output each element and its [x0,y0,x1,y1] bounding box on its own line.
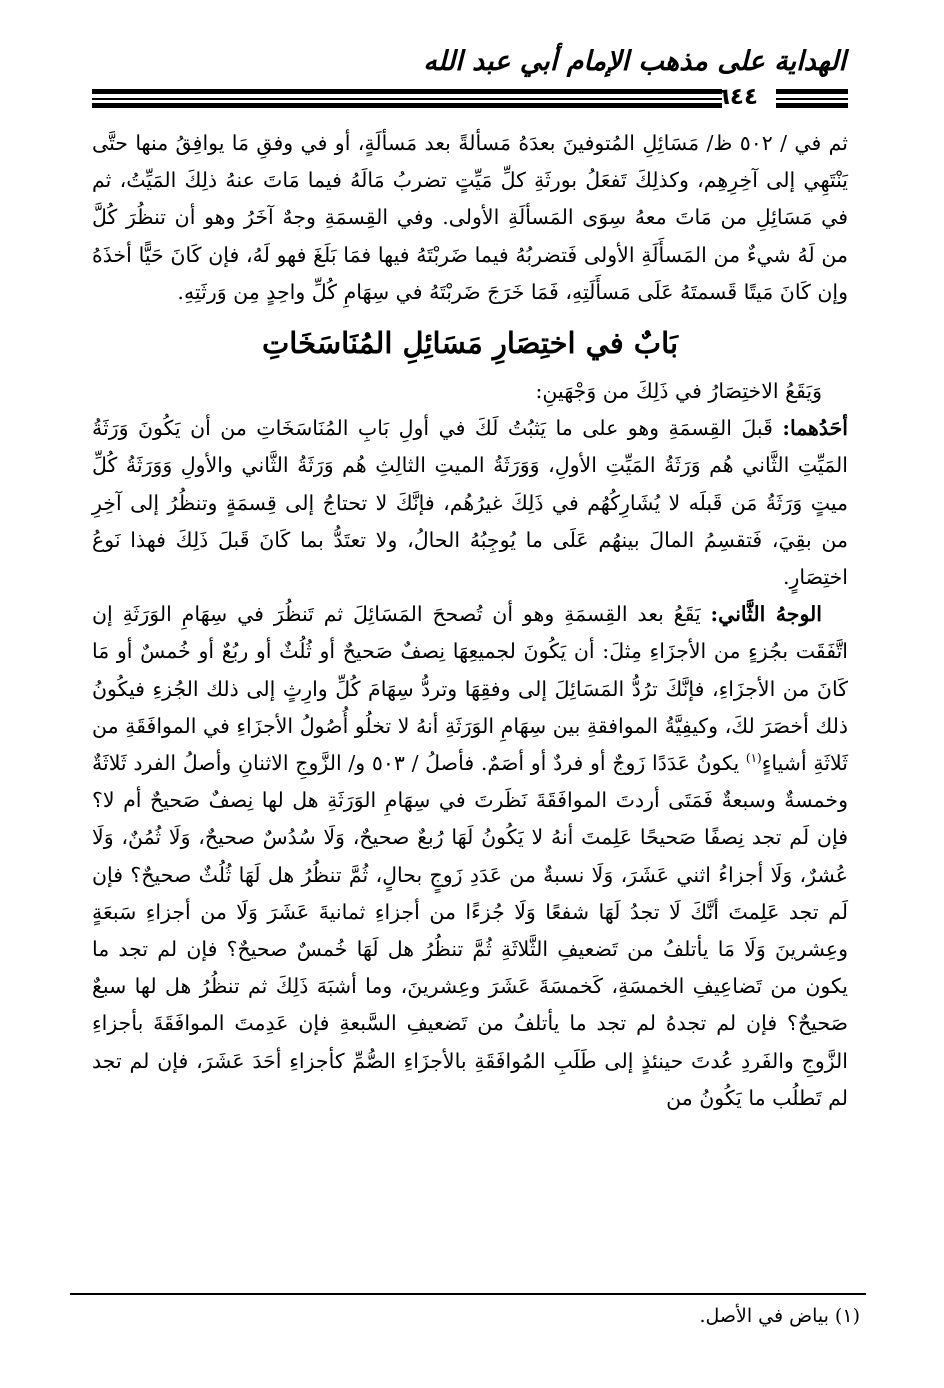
header-rule-thick [776,89,848,94]
header-rule-thin [92,98,722,100]
paragraph-first-aspect [92,410,848,596]
footnote-divider [70,1293,866,1295]
header-rule-thick [776,103,848,108]
first-aspect-lead: أحَدُهما: [782,416,848,441]
paragraph: ثم في / ٥٠٢ ظ/ مَسَائِلِ المُتوفينَ بعدَهُ مَسألةً بعد مَسألَةٍ، أو في وفقِ مَا يوافِقُ منها حتَّى يَنْتَهِي إلى آخِرِهِم، وكذلِكَ تَفعَلُ بورثَةِ كلِّ مَيِّتٍ تضربُ مَالَهُ فيما مَاتَ عنهُ ذلِكَ المَيِّتُ، ثم في مَسَائِلِ من مَاتَ معهُ سِوَى المَسألَةِ الأولى. وفي القِسمَةِ وجهٌ آخَرُ وهو أن تنظُرَ كُلَّ من لَهُ شيءٌ من المَسأَلَةِ الأولى فَتضربُهُ فيما ضَربْتَهُ فيها فمَا بَلَغَ فهو لَهُ، فإن كَانَ حَيًّا أخذَهُ وإن كَانَ مَيتًا قَسمتَهُ عَلَى مَسأَلَتِهِ، فَمَا خَرَجَ ضَربْتَهُ في سِهَامِ كُلِّ واحِدٍ مِن وَرثَتِهِ. [92,131,848,304]
footnote-reference[interactable]: (١) [745,751,762,766]
main-text [92,125,848,1117]
second-aspect-text-b: يكونُ عَدَدًا زَوجٌ أو فردٌ أو أصَمٌ. فأصلُ / ٥٠٣ و/ الزَّوجِ الاثنانِ وأصلُ الفرد ثَلاثَةٌ وخمسةٌ وسبعةٌ فَمَتَى أردتَ الموافَقَةَ نَظَرتَ في سِهَامِ الوَرَثَةِ هل لها نِصفٌ صَحيحٌ أم لا؟ فإن لَم تجد نِصفًا صَحيحًا عَلِمتَ أنهُ لا يَكُونُ لَهَا رُبعٌ صحيحٌ، وَلَا سُدُسٌ صحيحٌ، وَلَا ثُمُنٌ، وَلَا عُشرٌ، وَلَا أجزاءُ اثني عَشَرَ، وَلَا نسبةٌ من عَدَدِ زَوجٍ بحالٍ، ثُمَّ تنظُرُ هل لَهَا ثُلُثٌ صحيحٌ؟ فإن لَم تجد عَلِمتَ أنَّكَ لَا تجدُ لَهَا شفعًا وَلَا جُزءًا من أجزاءِ ثمانيةَ عَشَرَ وَلَا من أجزاءِ سَبعَةٍ وعِشرينَ وَلَا مَا يأتلفُ من تَضعيفِ الثَّلاثَةِ ثُمَّ تنظُرُ هل لَهَا خُمسٌ صحيحٌ؟ فإن لم تجد ما يكون من تَضاعِيفِ الخمسَةِ، كَخمسَةَ عَشَرَ وعِشرينَ، وما أشبَهَ ذَلِكَ ثم تنظُرُ هل لها سبعٌ صَحيحٌ؟ فإن لم تجدهُ لم تجد ما يأتلفُ من تَضعيفِ السَّبعةِ فإن عَدِمتَ الموافَقَةَ بأجزاءِ الزَّوجِ والفَردِ عُدتَ حينئذٍ إلى طَلَبِ المُوافَقَةِ بالأجزَاءِ الصُّمِّ كأجزاءِ أحَدَ عَشَرَ، فإن لم تجد لم تَطلُب ما يَكُونُ من [92,751,848,1110]
paragraph-second-aspect [92,596,848,1117]
header-rule-thick [92,89,722,94]
header-rule-thin [776,98,848,100]
second-aspect-text-a: يَقَعُ بعد القِسمَةِ وهو أن تُصححَ المَسَائِلَ ثم تَنظُرَ في سِهَامِ الوَرَثَةِ إن اتَّفَقَت بجُزءٍ من الأجزَاءِ مِثلَ: أن يَكُونَ لجميعِهَا نِصفٌ صَحيحٌ أو ثُلُثٌ أو ربُعٌ أو خُمسٌ أو مَا كَانَ من الأجزَاءِ، فإنَّكَ ترُدُّ المَسَائِلَ إلى وفقِهَا وتردُّ سِهَامَ كُلِّ وارِثٍ إلى ذلك الجُزءِ فيكُونُ ذلك أخصَرَ لكَ، وكيفِيَّةُ الموافقةِ بين سِهَامِ الوَرَثَةِ أنهُ لا تخلُو أُصُولُ الأجزَاءِ في الموافَقَةِ من ثَلاثَةِ أشياءٍ [92,602,848,776]
first-aspect-text: قَبلَ القِسمَةِ وهو على ما يَثبُتُ لَكَ في أولِ بَابِ المُنَاسَخَاتِ من أن يَكُونَ وَرَثَةُ المَيِّتِ الثَّاني هُم وَرَثَةُ المَيِّتِ الأولِ، وَوَرَثَةُ الميتِ الثالِثِ هُم وَرَثَةُ الثَّاني والأولِ وَوَرَثَةُ كُلِّ ميتٍ وَرَثَةُ مَن قَبلَه لا يُشَارِكُهُم في ذَلِكَ غيرُهُم، فإنَّكَ لا تحتاجُ إلى قِسمَةٍ وتنظُرُ إلى آخِرِ من بقِيَ، فَتقسِمُ المالَ بينهُم عَلَى ما يُوجِبُهُ الحالُ، ولا تعتَدُّ بما كَانَ قَبلَ ذَلِكَ فهذا نَوعُ اختِصَارٍ. [92,416,848,590]
page-number: ٦٤٤ [715,84,758,110]
second-aspect-lead: الوجهُ الثَّاني: [710,602,822,627]
section-heading: بَابٌ في اختِصَارِ مَسَائِلِ المُنَاسَخَاتِ [261,326,679,361]
header-rule-thick [92,103,722,108]
running-header-title: الهداية على مذهب الإمام أبي عبد الله [423,46,846,77]
footnote: (١) بياض في الأصل. [699,1305,860,1327]
intro-line: وَيَقَعُ الاختِصَارُ في ذَلِكَ من وَجْهَينِ: [535,379,822,404]
